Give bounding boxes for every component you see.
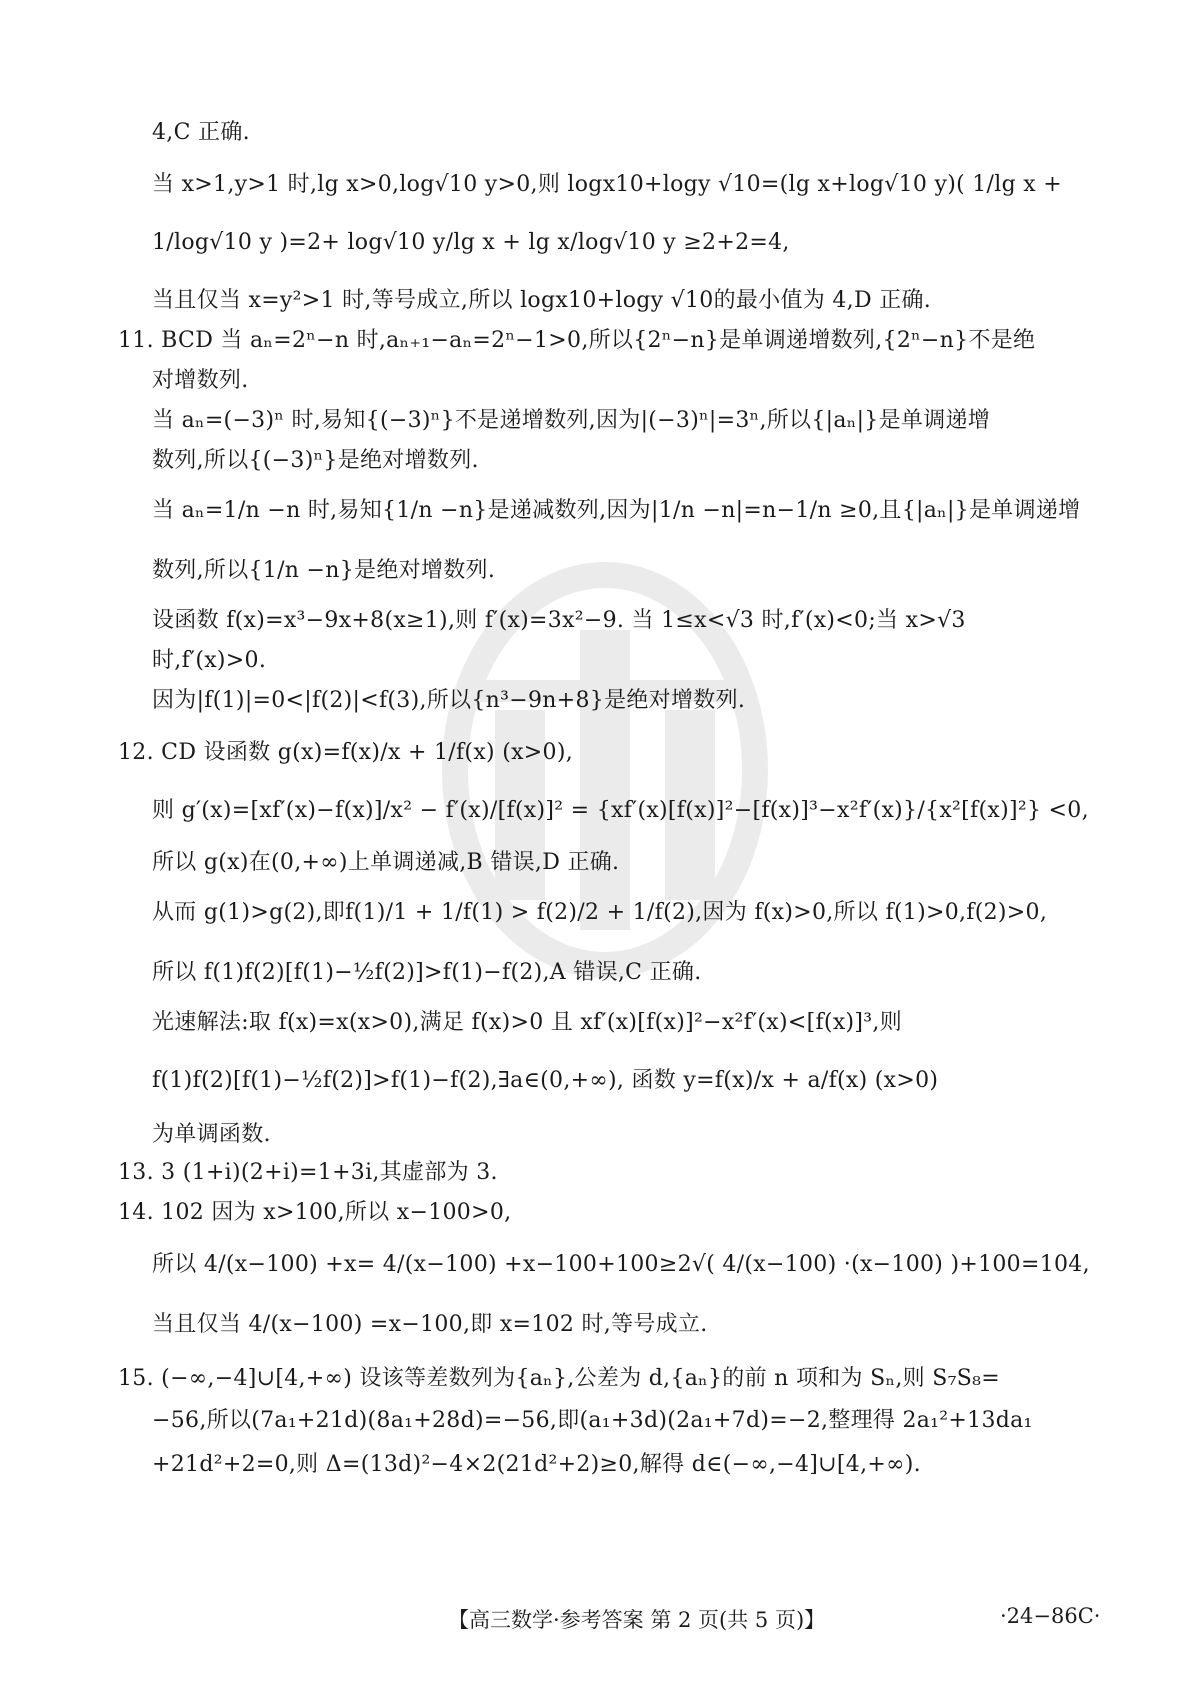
text-line: 当 aₙ=(−3)ⁿ 时,易知{(−3)ⁿ}不是递增数列,因为|(−3)ⁿ|=3ⁿ,所以{|aₙ|}是单调递增 [152,408,991,433]
text-line: 所以 4/(x−100) +x= 4/(x−100) +x−100+100≥2√( 4/(x−100) ·(x−100) )+100=104, [152,1252,1090,1277]
text-line: 当且仅当 4/(x−100) =x−100,即 x=102 时,等号成立. [152,1312,708,1337]
text-line: 14. 102 因为 x>100,所以 x−100>0, [118,1200,512,1225]
text-line: 当 aₙ=1/n −n 时,易知{1/n −n}是递减数列,因为|1/n −n|=n−1/n ≥0,且{|aₙ|}是单调递增 [152,498,1081,523]
text-line: 11. BCD 当 aₙ=2ⁿ−n 时,aₙ₊₁−aₙ=2ⁿ−1>0,所以{2ⁿ−n}是单调递增数列,{2ⁿ−n}不是绝 [118,328,1036,353]
text-line: f(1)f(2)[f(1)−½f(2)]>f(1)−f(2),∃a∈(0,+∞), 函数 y=f(x)/x + a/f(x) (x>0) [152,1068,939,1093]
text-line: 所以 f(1)f(2)[f(1)−½f(2)]>f(1)−f(2),A 错误,C 正确. [152,960,702,985]
text-line: 时,f′(x)>0. [152,648,267,673]
text-line: 对增数列. [152,368,249,393]
text-line: 所以 g(x)在(0,+∞)上单调递减,B 错误,D 正确. [152,850,620,875]
footer-code: ·24−86C· [1000,1604,1101,1628]
text-line: 则 g′(x)=[xf′(x)−f(x)]/x² − f′(x)/[f(x)]² = {xf′(x)[f(x)]²−[f(x)]³−x²f′(x)}/{x²[f(x)]²} <0, [152,798,1089,823]
text-line: 12. CD 设函数 g(x)=f(x)/x + 1/f(x) (x>0), [118,740,573,765]
text-line: +21d²+2=0,则 Δ=(13d)²−4×2(21d²+2)≥0,解得 d∈(−∞,−4]∪[4,+∞). [152,1452,921,1477]
page-footer [0,1604,1200,1636]
text-line: 为单调函数. [152,1122,271,1147]
footer-title: 【高三数学·参考答案 第 2 页(共 5 页)】 [448,1608,826,1632]
text-line: 光速解法:取 f(x)=x(x>0),满足 f(x)>0 且 xf′(x)[f(x)]²−x²f′(x)<[f(x)]³,则 [152,1010,903,1035]
text-line: 4,C 正确. [152,120,250,145]
text-line: 因为|f(1)|=0<|f(2)|<f(3),所以{n³−9n+8}是绝对增数列. [152,688,746,713]
text-line: 数列,所以{(−3)ⁿ}是绝对增数列. [152,448,479,473]
text-line: 数列,所以{1/n −n}是绝对增数列. [152,558,496,583]
text-line: −56,所以(7a₁+21d)(8a₁+28d)=−56,即(a₁+3d)(2a₁+7d)=−2,整理得 2a₁²+13da₁ [152,1408,1033,1433]
text-line: 当 x>1,y>1 时,lg x>0,log√10 y>0,则 logx10+logy √10=(lg x+log√10 y)( 1/lg x + [152,172,1063,197]
text-line: 13. 3 (1+i)(2+i)=1+3i,其虚部为 3. [118,1160,498,1185]
text-line: 设函数 f(x)=x³−9x+8(x≥1),则 f′(x)=3x²−9. 当 1≤x<√3 时,f′(x)<0;当 x>√3 [152,608,966,633]
text-line: 从而 g(1)>g(2),即f(1)/1 + 1/f(1) > f(2)/2 + 1/f(2),因为 f(x)>0,所以 f(1)>0,f(2)>0, [152,900,1048,925]
text-line: 当且仅当 x=y²>1 时,等号成立,所以 logx10+logy √10的最小值为 4,D 正确. [152,288,932,313]
text-line: 1/log√10 y )=2+ log√10 y/lg x + lg x/log√10 y ≥2+2=4, [152,230,790,255]
text-line: 15. (−∞,−4]∪[4,+∞) 设该等差数列为{aₙ},公差为 d,{aₙ}的前 n 项和为 Sₙ,则 S₇S₈= [118,1366,1000,1391]
